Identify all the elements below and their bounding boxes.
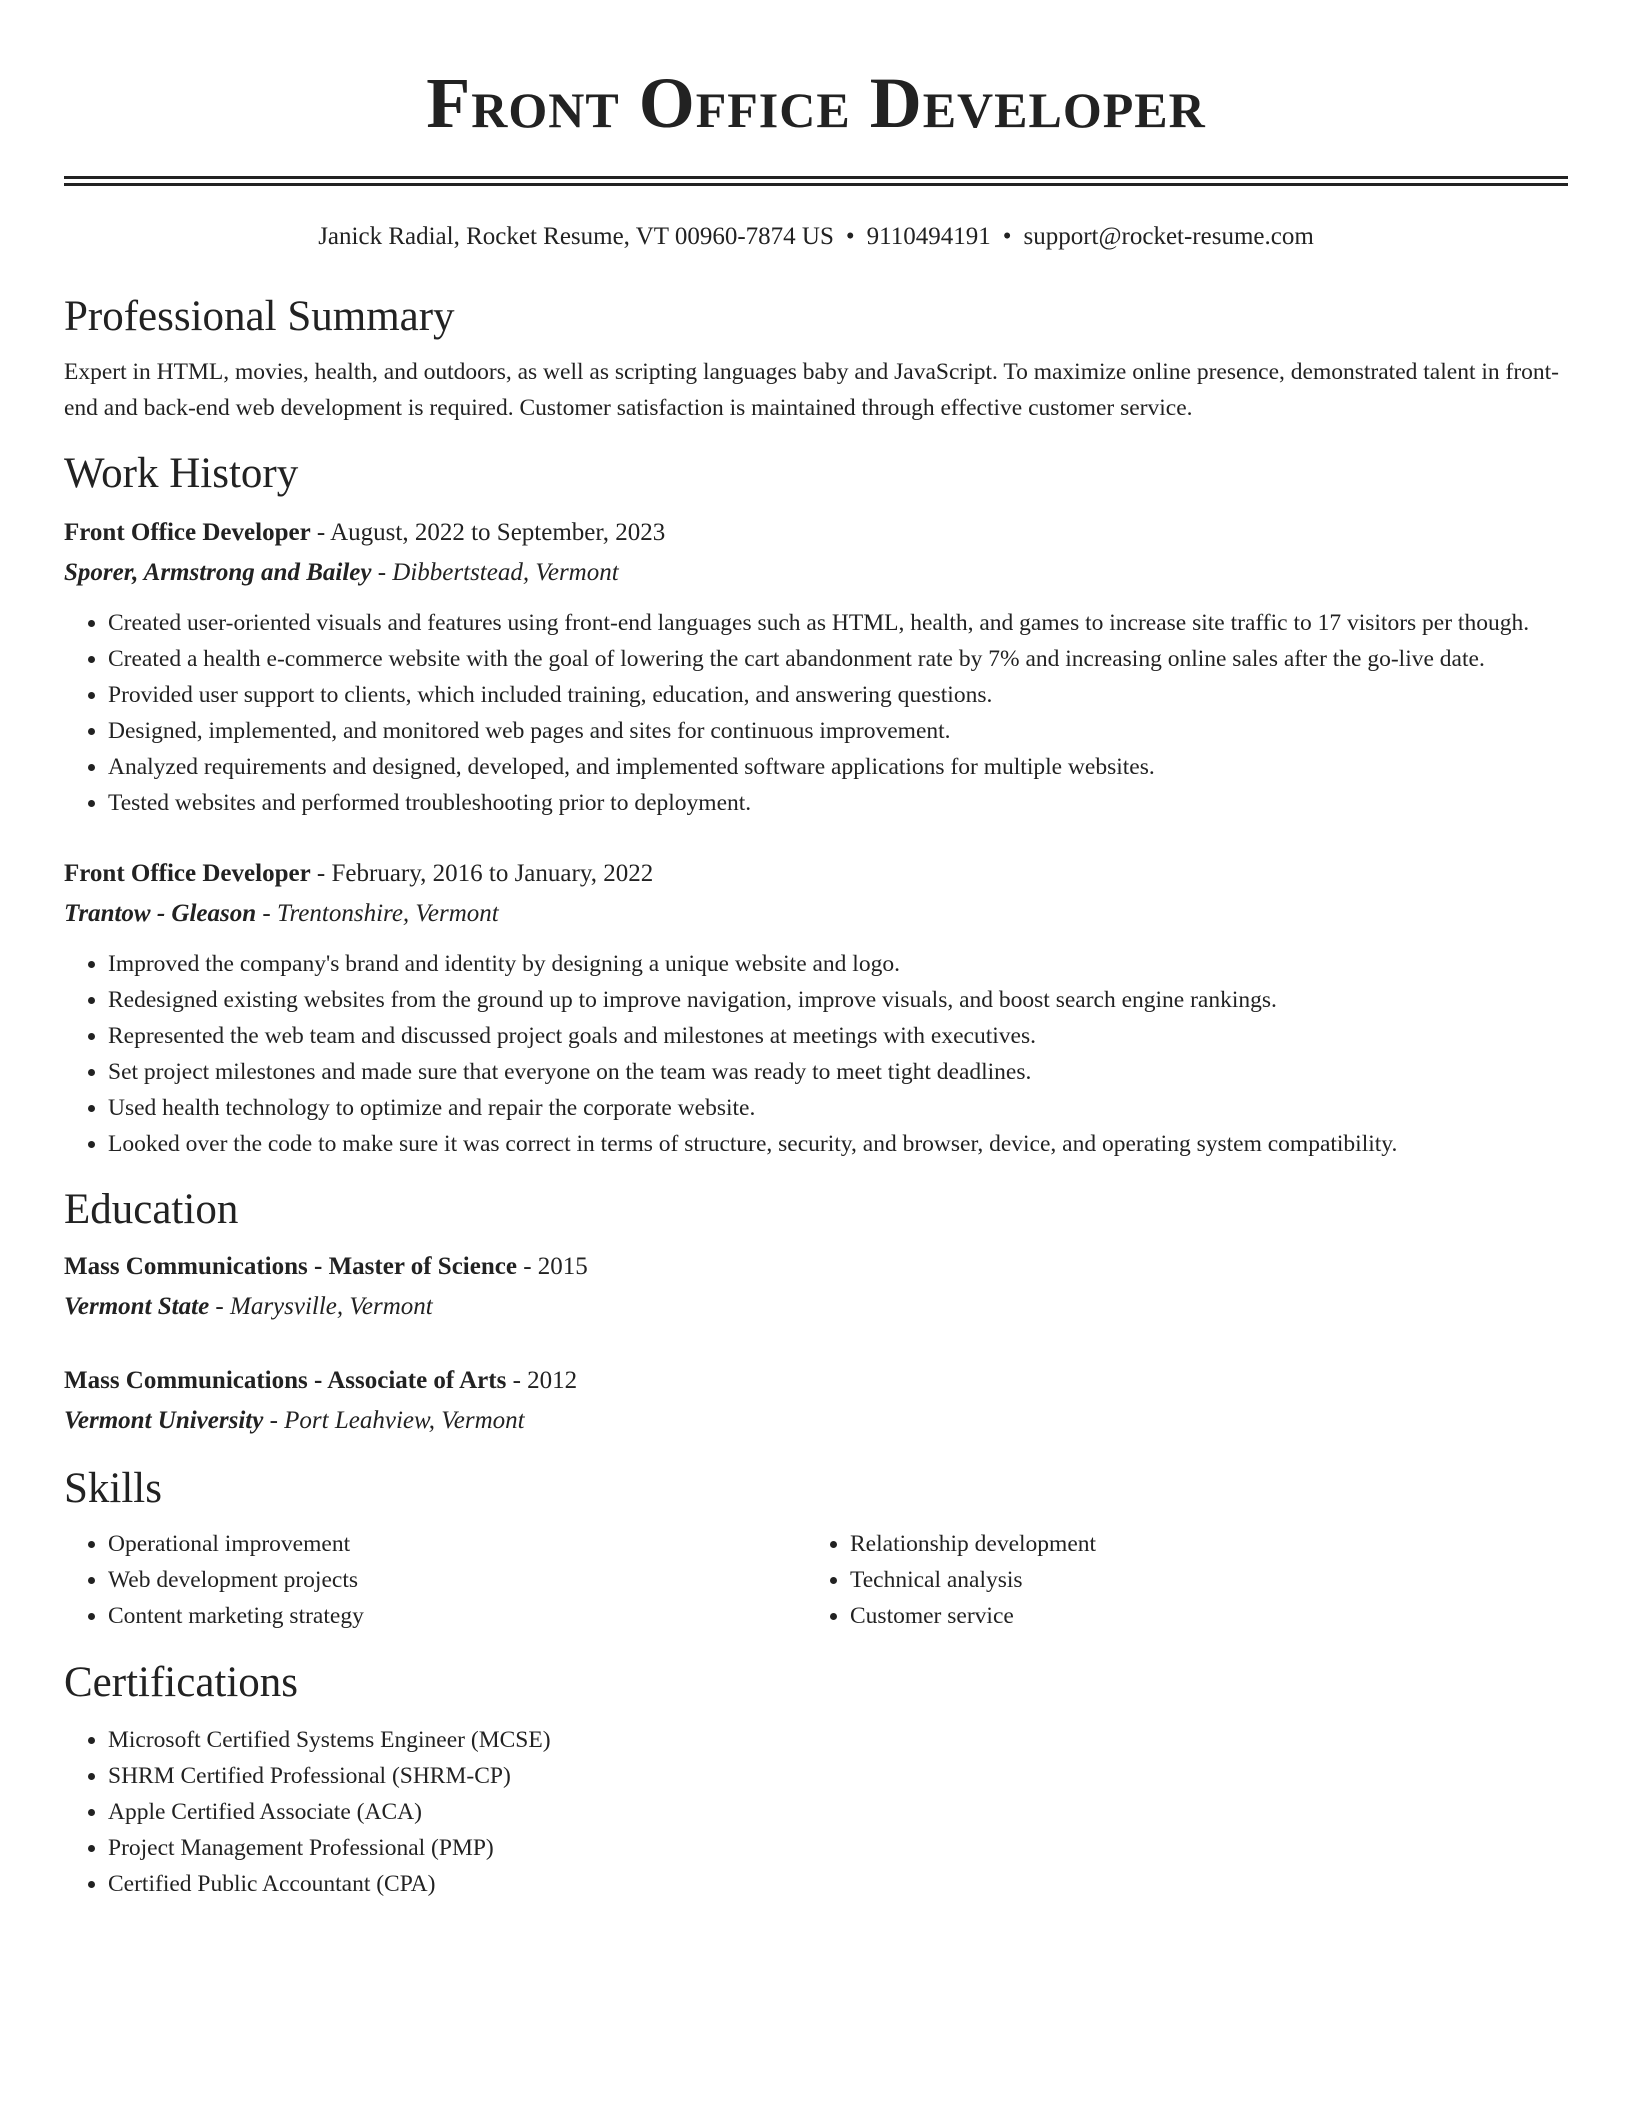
skills-column-left xyxy=(64,1526,806,1634)
section-title-education: Education xyxy=(64,1186,239,1233)
job-company: Sporer, Armstrong and Bailey xyxy=(64,559,372,586)
skill-item: • Content marketing strategy xyxy=(108,1598,806,1634)
job-bullet: • Represented the web team and discussed project goals and milestones at meetings with executives. xyxy=(108,1018,1568,1054)
education-school: Vermont University xyxy=(64,1407,264,1434)
section-title-work-history: Work History xyxy=(64,450,299,497)
skills-column-right xyxy=(806,1526,1566,1634)
education-location: - Marysville, Vermont xyxy=(209,1293,433,1320)
job-title-line xyxy=(64,854,1568,894)
job-entry xyxy=(64,854,1568,1162)
job-bullet: • Provided user support to clients, which included training, education, and answering questions. xyxy=(108,677,1568,713)
contact-phone: 9110494191 xyxy=(866,223,991,250)
skills-list xyxy=(64,1526,1568,1634)
contact-address: Janick Radial, Rocket Resume, VT 00960-7874 US xyxy=(318,223,834,250)
job-location: - Dibbertstead, Vermont xyxy=(371,559,619,586)
job-bullet: • Analyzed requirements and designed, developed, and implemented software applications for multiple websites. xyxy=(108,749,1568,785)
certification-item: • Certified Public Accountant (CPA) xyxy=(108,1866,1568,1902)
job-company-line xyxy=(64,553,1568,593)
certification-item: • Project Management Professional (PMP) xyxy=(108,1830,1568,1866)
education-entry xyxy=(64,1361,1568,1441)
job-bullet: • Improved the company's brand and identity by designing a unique website and logo. xyxy=(108,946,1568,982)
job-bullet: • Tested websites and performed troubleshooting prior to deployment. xyxy=(108,785,1568,821)
header-double-rule xyxy=(64,176,1568,186)
education-school-line xyxy=(64,1401,1568,1441)
contact-email: support@rocket-resume.com xyxy=(1023,223,1314,250)
education-degree-line xyxy=(64,1361,1568,1401)
job-bullets xyxy=(64,605,1568,821)
contact-line xyxy=(64,221,1568,253)
job-bullet: • Looked over the code to make sure it was correct in terms of structure, security, and browser, device, and operating system compatibility. xyxy=(108,1126,1568,1162)
job-bullet: • Designed, implemented, and monitored web pages and sites for continuous improvement. xyxy=(108,713,1568,749)
education-year: - 2015 xyxy=(516,1253,588,1280)
job-title-line xyxy=(64,513,1568,553)
contact-separator: • xyxy=(1002,223,1012,250)
job-bullet: • Created a health e-commerce website with the goal of lowering the cart abandonment rate by 7% and increasing online sales after the go-live date. xyxy=(108,641,1568,677)
education-location: - Port Leahview, Vermont xyxy=(263,1407,525,1434)
job-dates: - August, 2022 to September, 2023 xyxy=(310,519,666,546)
education-degree: Mass Communications - Master of Science xyxy=(64,1253,517,1280)
skill-item: • Relationship development xyxy=(850,1526,1566,1562)
certifications-list xyxy=(64,1722,1568,1902)
summary-text: Expert in HTML, movies, health, and outdoors, as well as scripting languages baby and JavaScript. To maximize online presence, demonstrated talent in front-end and back-end web development is required. Customer satisfaction is maintained through effective customer service. xyxy=(64,359,1560,421)
job-location: - Trentonshire, Vermont xyxy=(256,900,499,927)
job-role: Front Office Developer xyxy=(64,860,311,887)
job-bullets xyxy=(64,946,1568,1162)
education-year: - 2012 xyxy=(506,1367,578,1394)
education-entry xyxy=(64,1247,1568,1327)
contact-separator: • xyxy=(845,223,855,250)
job-role: Front Office Developer xyxy=(64,519,311,546)
certification-item: • Apple Certified Associate (ACA) xyxy=(108,1794,1568,1830)
certification-item: • SHRM Certified Professional (SHRM-CP) xyxy=(108,1758,1568,1794)
skill-item: • Operational improvement xyxy=(108,1526,806,1562)
job-bullet: • Set project milestones and made sure that everyone on the team was ready to meet tight deadlines. xyxy=(108,1054,1568,1090)
education-degree: Mass Communications - Associate of Arts xyxy=(64,1367,507,1394)
education-degree-line xyxy=(64,1247,1568,1287)
education-school-line xyxy=(64,1287,1568,1327)
job-bullet: • Redesigned existing websites from the ground up to improve navigation, improve visuals, and boost search engine rankings. xyxy=(108,982,1568,1018)
certification-item: • Microsoft Certified Systems Engineer (MCSE) xyxy=(108,1722,1568,1758)
section-title-summary: Professional Summary xyxy=(64,293,455,340)
resume-name-heading: Front Office Developer xyxy=(426,63,1206,143)
education-school: Vermont State xyxy=(64,1293,210,1320)
skill-item: • Customer service xyxy=(850,1598,1566,1634)
job-bullet: • Used health technology to optimize and repair the corporate website. xyxy=(108,1090,1568,1126)
job-company-line xyxy=(64,894,1568,934)
skill-item: • Web development projects xyxy=(108,1562,806,1598)
job-bullet: • Created user-oriented visuals and features using front-end languages such as HTML, health, and games to increase site traffic to 17 visitors per though. xyxy=(108,605,1568,641)
section-title-skills: Skills xyxy=(64,1465,162,1512)
job-entry xyxy=(64,513,1568,821)
job-company: Trantow - Gleason xyxy=(64,900,257,927)
skill-item: • Technical analysis xyxy=(850,1562,1566,1598)
section-title-certifications: Certifications xyxy=(64,1659,299,1706)
job-dates: - February, 2016 to January, 2022 xyxy=(310,860,654,887)
